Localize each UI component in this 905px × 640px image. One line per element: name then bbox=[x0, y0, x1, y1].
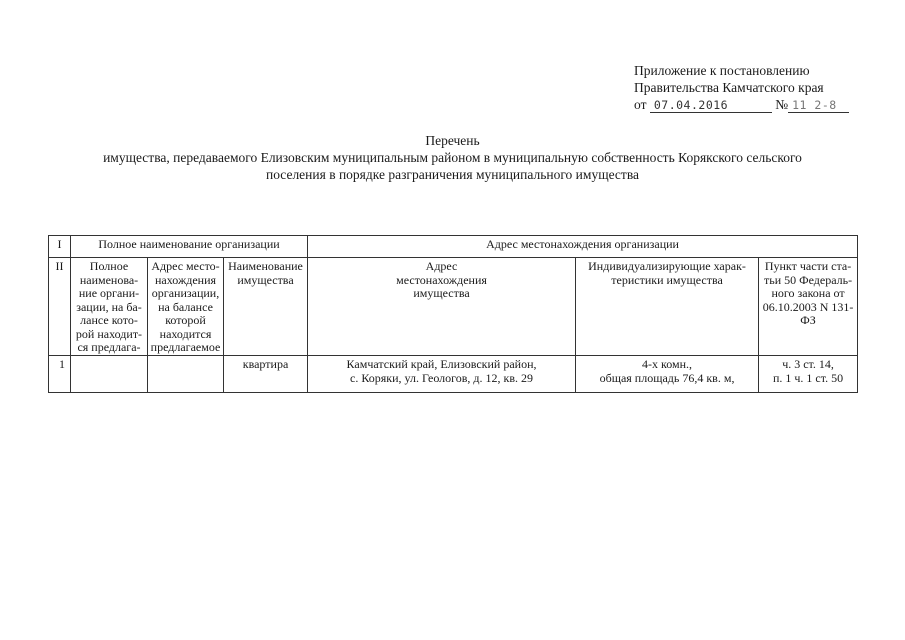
document-title bbox=[40, 132, 865, 183]
header-row-2 bbox=[49, 258, 858, 356]
header-num-2-text: II bbox=[55, 260, 64, 273]
header-col-address-text: Адрес место-нахождения организации, на балансе которой находится предлагаемое bbox=[150, 260, 221, 354]
row-law-line-1: ч. 3 ст. 14, bbox=[782, 357, 834, 371]
header-num-2 bbox=[49, 258, 71, 356]
title-heading: Перечень bbox=[425, 133, 480, 148]
date-stamp: 07.04.2016 bbox=[650, 99, 772, 113]
row-law-line-2: п. 1 ч. 1 ст. 50 bbox=[772, 370, 844, 385]
header-org-address: Адрес местонахождения организации bbox=[308, 236, 858, 258]
header-col-property-name-text: Наименование имущества bbox=[228, 260, 303, 287]
row-characteristics bbox=[576, 356, 759, 393]
number-stamp: 11 2-8 bbox=[788, 99, 849, 113]
header-col-law bbox=[759, 258, 858, 356]
header-col-law-text: Пункт части ста-тьи 50 Федераль-ного закона от 06.10.2003 N 131-ФЗ bbox=[762, 260, 854, 327]
row-num: 1 bbox=[49, 356, 71, 393]
number-label: № bbox=[775, 97, 789, 112]
row-property-address-line-1: Камчатский край, Елизовский район, bbox=[346, 357, 537, 371]
header-col-full-name-text: Полное наименова-ние органи-зации, на ба-лансе кото-рой находит-ся предлага- bbox=[75, 260, 143, 354]
row-property-address-line-2: с. Коряки, ул. Геологов, д. 12, кв. 29 bbox=[350, 370, 534, 385]
property-table bbox=[48, 235, 858, 393]
header-col-full-name bbox=[71, 258, 148, 356]
header-col-property-address-text: Адрес местонахождения имущества bbox=[396, 260, 487, 300]
title-line-2: имущества, передаваемого Елизовским муниципальным районом в муниципальную собственность Корякского сельского bbox=[103, 150, 802, 165]
row-law bbox=[759, 356, 858, 393]
header-col-characteristics bbox=[576, 258, 759, 356]
header-row-1 bbox=[49, 236, 858, 258]
row-characteristics-line-2: общая площадь 76,4 кв. м, bbox=[599, 370, 735, 385]
row-characteristics-line-1: 4-х комн., bbox=[642, 357, 693, 371]
header-col-characteristics-text: Индивидуализирующие харак-теристики имущества bbox=[588, 260, 746, 287]
row-address bbox=[148, 356, 224, 393]
header-col-property-address bbox=[308, 258, 576, 356]
header-num-1: I bbox=[49, 236, 71, 258]
header-org-full-name: Полное наименование организации bbox=[71, 236, 308, 258]
header-col-property-name bbox=[224, 258, 308, 356]
appendix-line-2: Правительства Камчатского края bbox=[634, 80, 824, 95]
row-property-name: квартира bbox=[224, 356, 308, 393]
title-line-3: поселения в порядке разграничения муниципального имущества bbox=[265, 167, 640, 182]
row-property-address bbox=[308, 356, 576, 393]
appendix-block bbox=[634, 62, 884, 113]
from-label: от bbox=[634, 97, 647, 112]
appendix-date-line bbox=[634, 96, 884, 113]
header-col-address bbox=[148, 258, 224, 356]
appendix-line-1: Приложение к постановлению bbox=[634, 63, 810, 78]
table-row bbox=[49, 356, 858, 393]
row-full-name bbox=[71, 356, 148, 393]
